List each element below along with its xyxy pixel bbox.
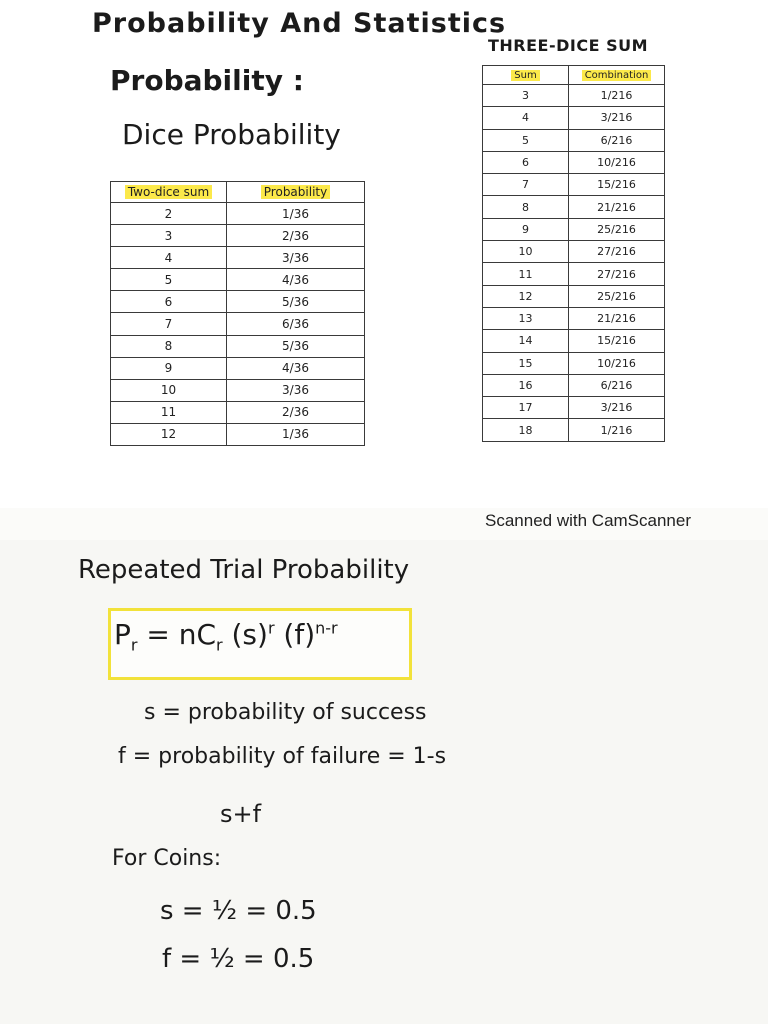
definition-failure: f = probability of failure = 1-s xyxy=(118,744,447,769)
table-row xyxy=(483,352,665,374)
column-header: Probability xyxy=(227,182,365,203)
table-row xyxy=(111,269,365,291)
value-cell: 1/36 xyxy=(227,423,365,445)
page-title: Probability And Statistics xyxy=(92,8,507,39)
value-cell: 10/216 xyxy=(569,352,665,374)
table-row xyxy=(111,379,365,401)
table-row xyxy=(483,419,665,441)
table-row xyxy=(483,218,665,240)
value-cell: 5/36 xyxy=(227,335,365,357)
two-dice-table xyxy=(110,181,365,446)
value-cell: 3/216 xyxy=(569,107,665,129)
sum-cell: 7 xyxy=(111,313,227,335)
value-cell: 2/36 xyxy=(227,225,365,247)
value-cell: 4/36 xyxy=(227,357,365,379)
sum-cell: 10 xyxy=(111,379,227,401)
sum-cell: 3 xyxy=(483,85,569,107)
repeated-trial-title: Repeated Trial Probability xyxy=(78,555,410,585)
value-cell: 25/216 xyxy=(569,218,665,240)
sum-cell: 9 xyxy=(483,218,569,240)
table-row xyxy=(483,374,665,396)
three-dice-table xyxy=(482,65,665,442)
sum-cell: 4 xyxy=(483,107,569,129)
sum-cell: 13 xyxy=(483,307,569,329)
table-row xyxy=(483,151,665,173)
coins-label: For Coins: xyxy=(112,846,222,871)
sum-cell: 5 xyxy=(483,129,569,151)
coin-failure-value: f = ½ = 0.5 xyxy=(162,944,315,974)
sum-cell: 11 xyxy=(483,263,569,285)
value-cell: 1/216 xyxy=(569,419,665,441)
sum-cell: 15 xyxy=(483,352,569,374)
table-header-row xyxy=(111,182,365,203)
table-row xyxy=(483,285,665,307)
sum-cell: 2 xyxy=(111,203,227,225)
table-row xyxy=(483,174,665,196)
coin-success-value: s = ½ = 0.5 xyxy=(160,896,317,926)
sum-cell: 12 xyxy=(483,285,569,307)
table-row xyxy=(111,291,365,313)
value-cell: 6/216 xyxy=(569,129,665,151)
table-row xyxy=(483,307,665,329)
column-header: Two-dice sum xyxy=(111,182,227,203)
value-cell: 15/216 xyxy=(569,174,665,196)
value-cell: 6/216 xyxy=(569,374,665,396)
table-row xyxy=(111,335,365,357)
sum-cell: 8 xyxy=(111,335,227,357)
value-cell: 5/36 xyxy=(227,291,365,313)
sum-cell: 17 xyxy=(483,397,569,419)
table-row xyxy=(111,313,365,335)
value-cell: 27/216 xyxy=(569,263,665,285)
sum-cell: 11 xyxy=(111,401,227,423)
table-row xyxy=(483,107,665,129)
sum-cell: 10 xyxy=(483,241,569,263)
three-dice-title: THREE-DICE SUM xyxy=(488,36,649,55)
sum-cell: 5 xyxy=(111,269,227,291)
sum-cell: 6 xyxy=(111,291,227,313)
column-header: Combination xyxy=(569,66,665,85)
table-row xyxy=(483,196,665,218)
table-row xyxy=(483,85,665,107)
table-row xyxy=(111,203,365,225)
column-header: Sum xyxy=(483,66,569,85)
table-row xyxy=(111,247,365,269)
value-cell: 1/216 xyxy=(569,85,665,107)
sum-cell: 18 xyxy=(483,419,569,441)
table-header-row xyxy=(483,66,665,85)
value-cell: 4/36 xyxy=(227,269,365,291)
sum-cell: 16 xyxy=(483,374,569,396)
value-cell: 21/216 xyxy=(569,307,665,329)
value-cell: 15/216 xyxy=(569,330,665,352)
value-cell: 25/216 xyxy=(569,285,665,307)
table-row xyxy=(483,263,665,285)
scanner-watermark: Scanned with CamScanner xyxy=(485,511,692,530)
sum-cell: 12 xyxy=(111,423,227,445)
subsection-title: Dice Probability xyxy=(122,118,341,151)
value-cell: 3/36 xyxy=(227,379,365,401)
definition-success: s = probability of success xyxy=(144,700,427,725)
table-row xyxy=(483,397,665,419)
value-cell: 10/216 xyxy=(569,151,665,173)
sum-cell: 14 xyxy=(483,330,569,352)
sum-cell: 9 xyxy=(111,357,227,379)
value-cell: 27/216 xyxy=(569,241,665,263)
table-row xyxy=(111,225,365,247)
sum-cell: 6 xyxy=(483,151,569,173)
sum-note: s+f xyxy=(220,800,262,828)
value-cell: 1/36 xyxy=(227,203,365,225)
sum-cell: 4 xyxy=(111,247,227,269)
value-cell: 3/36 xyxy=(227,247,365,269)
repeated-trial-formula: $P_r = nC_r$ $(s)^r$ $(f)^{n-r}$ xyxy=(114,618,338,655)
value-cell: 2/36 xyxy=(227,401,365,423)
table-row xyxy=(111,401,365,423)
value-cell: 3/216 xyxy=(569,397,665,419)
table-row xyxy=(483,129,665,151)
sum-cell: 8 xyxy=(483,196,569,218)
sum-cell: 3 xyxy=(111,225,227,247)
section-title: Probability : xyxy=(110,64,304,97)
value-cell: 21/216 xyxy=(569,196,665,218)
table-row xyxy=(111,423,365,445)
table-row xyxy=(483,330,665,352)
value-cell: 6/36 xyxy=(227,313,365,335)
sum-cell: 7 xyxy=(483,174,569,196)
table-row xyxy=(111,357,365,379)
table-row xyxy=(483,241,665,263)
